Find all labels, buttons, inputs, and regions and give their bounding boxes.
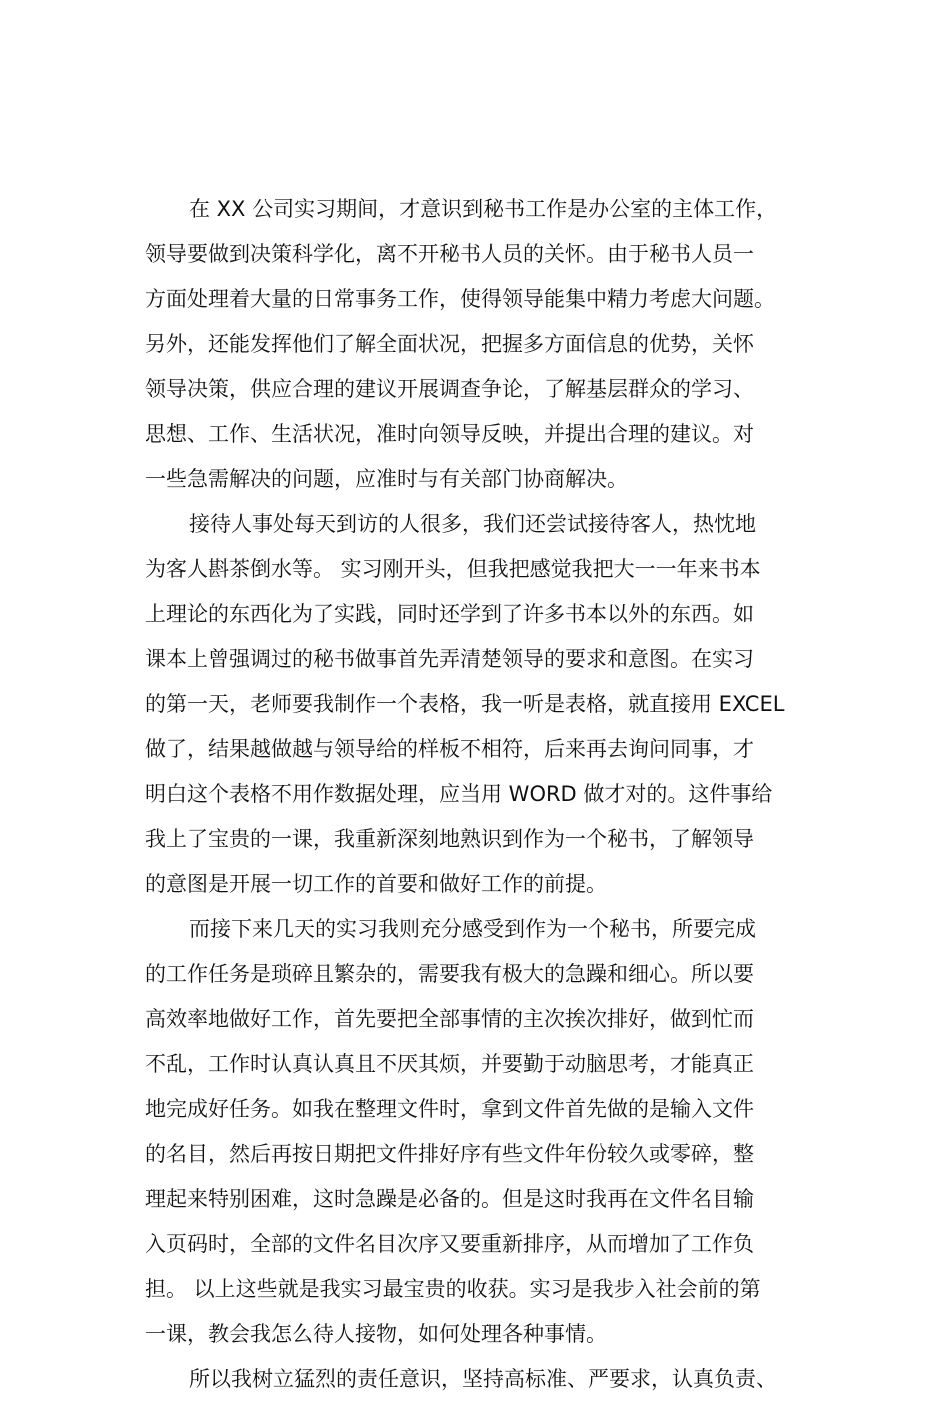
- paragraph-line: 所以我树立猛烈的责任意识，坚持高标准、严要求，认真负责、: [189, 1367, 777, 1391]
- paragraph-line: 不乱，工作时认真认真且不厌其烦，并要勤于动脑思考，才能真正: [145, 1052, 754, 1076]
- paragraph: [145, 502, 817, 907]
- paragraph-line: 担。 以上这些就是我实习最宝贵的收获。实习是我步入社会前的第: [145, 1277, 761, 1301]
- paragraph-line: 思想、工作、生活状况，准时向领导反映，并提出合理的建议。对: [145, 422, 754, 446]
- paragraph-line: 的第一天，老师要我制作一个表格，我一听是表格，就直接用 EXCEL: [145, 692, 785, 716]
- paragraph: [145, 1357, 817, 1402]
- paragraph-line: 而接下来几天的实习我则充分感受到作为一个秘书，所要完成: [189, 917, 756, 941]
- paragraph-line: 的名目，然后再按日期把文件排好序有些文件年份较久或零碎，整: [145, 1142, 754, 1166]
- paragraph: [145, 187, 817, 502]
- paragraph-line: 课本上曾强调过的秘书做事首先弄清楚领导的要求和意图。在实习: [145, 647, 754, 671]
- paragraph-line: 一些急需解决的问题，应准时与有关部门协商解决。: [145, 467, 628, 491]
- paragraph-line: 在 XX 公司实习期间，才意识到秘书工作是办公室的主体工作，: [189, 197, 778, 221]
- paragraph-line: 做了，结果越做越与领导给的样板不相符，后来再去询问同事，才: [145, 737, 754, 761]
- paragraph-line: 地完成好任务。如我在整理文件时，拿到文件首先做的是输入文件: [145, 1097, 754, 1121]
- paragraph-line: 为客人斟茶倒水等。 实习刚开头，但我把感觉我把大一一年来书本: [145, 557, 761, 581]
- paragraph-line: 领导决策，供应合理的建议开展调查争论，了解基层群众的学习、: [145, 377, 754, 401]
- document-body: [145, 187, 817, 1402]
- paragraph-line: 入页码时，全部的文件名目次序又要重新排序，从而增加了工作负: [145, 1232, 754, 1256]
- paragraph-line: 方面处理着大量的日常事务工作，使得领导能集中精力考虑大问题。: [145, 287, 775, 311]
- paragraph-line: 领导要做到决策科学化，离不开秘书人员的关怀。由于秘书人员一: [145, 242, 754, 266]
- paragraph-line: 接待人事处每天到访的人很多，我们还尝试接待客人，热忱地: [189, 512, 756, 536]
- paragraph-line: 我上了宝贵的一课，我重新深刻地熟识到作为一个秘书，了解领导: [145, 827, 754, 851]
- paragraph-line: 的意图是开展一切工作的首要和做好工作的前提。: [145, 872, 607, 896]
- paragraph-line: 的工作任务是琐碎且繁杂的，需要我有极大的急躁和细心。所以要: [145, 962, 754, 986]
- paragraph: [145, 907, 817, 1357]
- paragraph-line: 一课，教会我怎么待人接物，如何处理各种事情。: [145, 1322, 607, 1346]
- paragraph-line: 理起来特别困难，这时急躁是必备的。但是这时我再在文件名目输: [145, 1187, 754, 1211]
- paragraph-line: 明白这个表格不用作数据处理，应当用 WORD 做才对的。这件事给: [145, 782, 773, 806]
- paragraph-line: 高效率地做好工作，首先要把全部事情的主次挨次排好，做到忙而: [145, 1007, 754, 1031]
- paragraph-line: 另外，还能发挥他们了解全面状况，把握多方面信息的优势，关怀: [145, 332, 754, 356]
- paragraph-line: 上理论的东西化为了实践，同时还学到了许多书本以外的东西。如: [145, 602, 754, 626]
